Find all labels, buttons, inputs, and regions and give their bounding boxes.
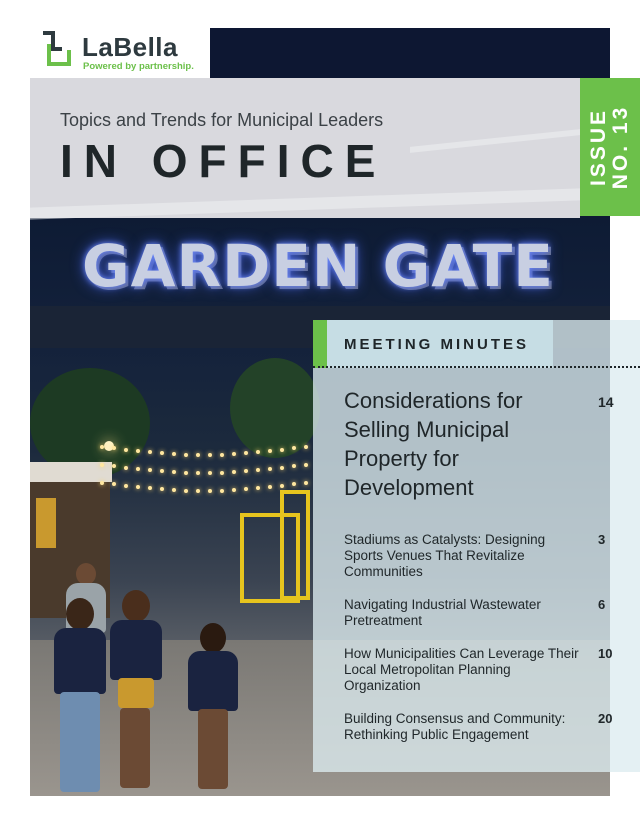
light-bulb <box>136 467 140 471</box>
light-bulb <box>112 446 116 450</box>
light-bulb <box>220 489 224 493</box>
light-bulb <box>124 448 128 452</box>
section-label: MEETING MINUTES <box>344 336 530 353</box>
light-bulb <box>220 471 224 475</box>
toc-item-title[interactable]: Building Consensus and Community: Rethinking Public Engagement <box>344 711 566 742</box>
light-bulb <box>304 445 308 449</box>
light-bulb <box>244 451 248 455</box>
tree-right <box>230 358 320 458</box>
light-bulb <box>268 449 272 453</box>
light-bulb <box>184 471 188 475</box>
light-bulb <box>196 471 200 475</box>
light-bulb <box>256 450 260 454</box>
light-bulb <box>256 486 260 490</box>
light-bulb <box>292 446 296 450</box>
light-bulb <box>196 453 200 457</box>
issue-label: ISSUE <box>587 107 610 187</box>
toc-item-page: 20 <box>598 711 613 726</box>
light-bulb <box>208 471 212 475</box>
light-bulb <box>112 464 116 468</box>
light-bulb <box>172 488 176 492</box>
toc-item-page: 10 <box>598 646 613 661</box>
light-bulb <box>184 453 188 457</box>
logo-tagline: Powered by partnership. <box>83 61 194 72</box>
light-bulb <box>304 463 308 467</box>
light-bulb <box>160 451 164 455</box>
issue-badge <box>580 78 640 216</box>
logo-name: LaBella <box>82 32 178 62</box>
light-bulb <box>244 469 248 473</box>
subtitle: Topics and Trends for Municipal Leaders <box>60 110 384 130</box>
light-bulb <box>184 489 188 493</box>
section-accent-bar <box>313 320 327 368</box>
light-bulb <box>268 485 272 489</box>
light-bulb <box>196 489 200 493</box>
light-bulb <box>160 469 164 473</box>
light-bulb <box>124 484 128 488</box>
garden-gate-sign: GARDEN GATE <box>82 232 554 300</box>
toc-item-title[interactable]: How Municipalities Can Leverage Their Local Metropolitan Planning Organization <box>344 646 579 693</box>
light-bulb <box>280 448 284 452</box>
light-bulb <box>280 484 284 488</box>
labella-logo-mark-icon <box>40 30 72 68</box>
toc-item-page: 3 <box>598 532 606 547</box>
string-lights <box>100 445 310 505</box>
light-bulb <box>172 470 176 474</box>
issue-number: NO. 13 <box>609 104 632 190</box>
light-bulb <box>292 464 296 468</box>
toc-item-title[interactable]: Navigating Industrial Wastewater Pretreatment <box>344 597 541 628</box>
toc-item-title[interactable]: Stadiums as Catalysts: Designing Sports Venues That Revitalize Communities <box>344 532 546 579</box>
light-bulb <box>124 466 128 470</box>
yellow-structure-2 <box>280 490 310 600</box>
light-bulb <box>280 466 284 470</box>
light-bulb <box>160 487 164 491</box>
dotted-divider <box>313 366 640 368</box>
light-bulb <box>100 481 104 485</box>
light-bulb <box>100 445 104 449</box>
light-bulb <box>256 468 260 472</box>
light-bulb <box>148 468 152 472</box>
light-bulb <box>208 453 212 457</box>
light-bulb <box>268 467 272 471</box>
light-bulb <box>208 489 212 493</box>
light-bulb <box>148 450 152 454</box>
light-bulb <box>292 482 296 486</box>
light-bulb <box>304 481 308 485</box>
light-bulb <box>172 452 176 456</box>
light-bulb <box>244 487 248 491</box>
light-bulb <box>136 449 140 453</box>
labella-logo <box>40 30 210 78</box>
light-bulb <box>136 485 140 489</box>
light-bulb <box>232 470 236 474</box>
girl-right <box>184 623 242 796</box>
light-bulb <box>232 488 236 492</box>
girl-left <box>48 598 112 796</box>
girl-center <box>106 590 166 796</box>
page-title: IN OFFICE <box>60 135 387 187</box>
toc-item-page: 6 <box>598 597 606 612</box>
feature-article-page: 14 <box>598 394 614 410</box>
feature-article-title[interactable]: Considerations for Selling Municipal Property for Development <box>344 388 523 500</box>
light-bulb <box>100 463 104 467</box>
light-bulb <box>112 482 116 486</box>
light-bulb <box>232 452 236 456</box>
light-bulb <box>220 453 224 457</box>
stand-sign <box>36 498 56 548</box>
light-bulb <box>148 486 152 490</box>
